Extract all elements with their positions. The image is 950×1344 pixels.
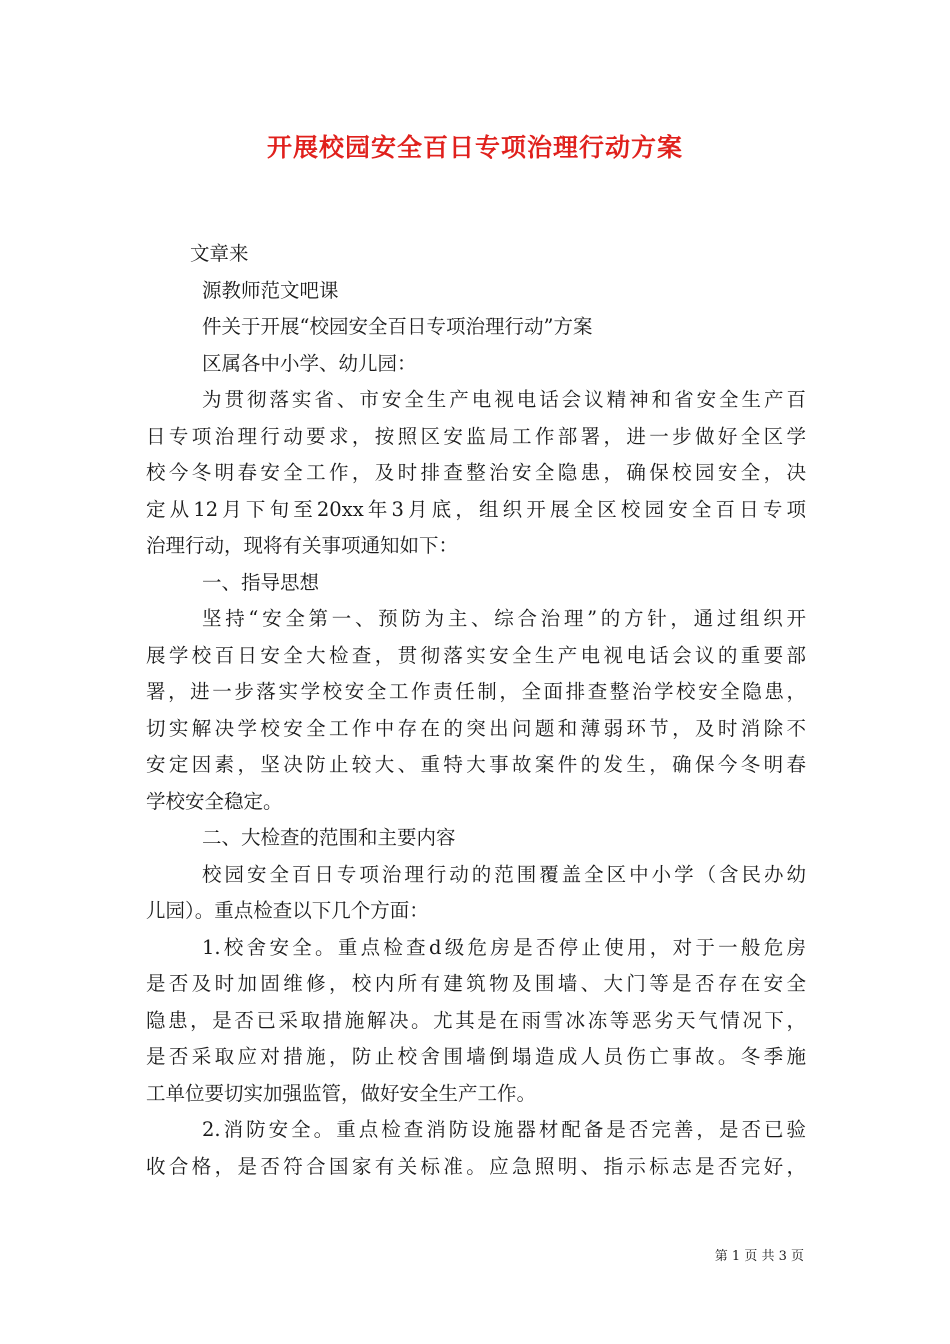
body-line: 工单位要切实加强监管，做好安全生产工作。 bbox=[146, 1081, 537, 1105]
body-line: 为贯彻落实省、市安全生产电视电话会议精神和省安全生产百 bbox=[202, 388, 806, 411]
body-line: 是否及时加固维修，校内所有建筑物及围墙、大门等是否存在安全 bbox=[146, 972, 806, 995]
body-line: 治理行动，现将有关事项通知如下： bbox=[146, 534, 459, 557]
body-line: 隐患，是否已采取措施解决。尤其是在雨雪冰冻等恶劣天气情况下， bbox=[146, 1008, 806, 1032]
body-line: 区属各中小学、幼儿园： bbox=[202, 351, 417, 375]
body-line: 校园安全百日专项治理行动的范围覆盖全区中小学（含民办幼 bbox=[202, 862, 806, 886]
body-line: 儿园）。重点检查以下几个方面： bbox=[146, 899, 429, 922]
body-line: 署，进一步落实学校安全工作责任制，全面排查整治学校安全隐患， bbox=[146, 680, 806, 703]
body-line: 校今冬明春安全工作，及时排查整治安全隐患，确保校园安全，决 bbox=[146, 461, 806, 484]
body-line: 切实解决学校安全工作中存在的突出问题和薄弱环节，及时消除不 bbox=[146, 716, 806, 740]
body-line: 坚持“安全第一、预防为主、综合治理”的方针，通过组织开 bbox=[202, 607, 806, 630]
page-number: 第 1 页 共 3 页 bbox=[714, 1249, 804, 1264]
body-line: 是否采取应对措施，防止校舍围墙倒塌造成人员伤亡事故。冬季施 bbox=[146, 1045, 806, 1068]
body-line: 2.消防安全。重点检查消防设施器材配备是否完善，是否已验 bbox=[202, 1118, 806, 1141]
section-heading: 一、指导思想 bbox=[202, 570, 320, 594]
document-body bbox=[146, 236, 806, 1185]
body-line: 定从12月下旬至20xx年3月底，组织开展全区校园安全百日专项 bbox=[146, 497, 806, 521]
body-line: 安定因素，坚决防止较大、重特大事故案件的发生，确保今冬明春 bbox=[146, 753, 806, 776]
body-line: 1.校舍安全。重点检查d级危房是否停止使用，对于一般危房 bbox=[202, 935, 806, 959]
body-line: 件关于开展“校园安全百日专项治理行动”方案 bbox=[202, 315, 593, 338]
body-line: 文章来 bbox=[190, 242, 249, 265]
document-title: 开展校园安全百日专项治理行动方案 bbox=[266, 133, 683, 162]
body-line: 源教师范文吧课 bbox=[202, 278, 339, 302]
body-line: 收合格，是否符合国家有关标准。应急照明、指示标志是否完好， bbox=[146, 1154, 806, 1178]
body-line: 日专项治理行动要求，按照区安监局工作部署，进一步做好全区学 bbox=[146, 424, 806, 448]
section-heading: 二、大检查的范围和主要内容 bbox=[202, 826, 456, 849]
body-line: 展学校百日安全大检查，贯彻落实安全生产电视电话会议的重要部 bbox=[146, 643, 806, 667]
body-line: 学校安全稳定。 bbox=[146, 789, 283, 813]
